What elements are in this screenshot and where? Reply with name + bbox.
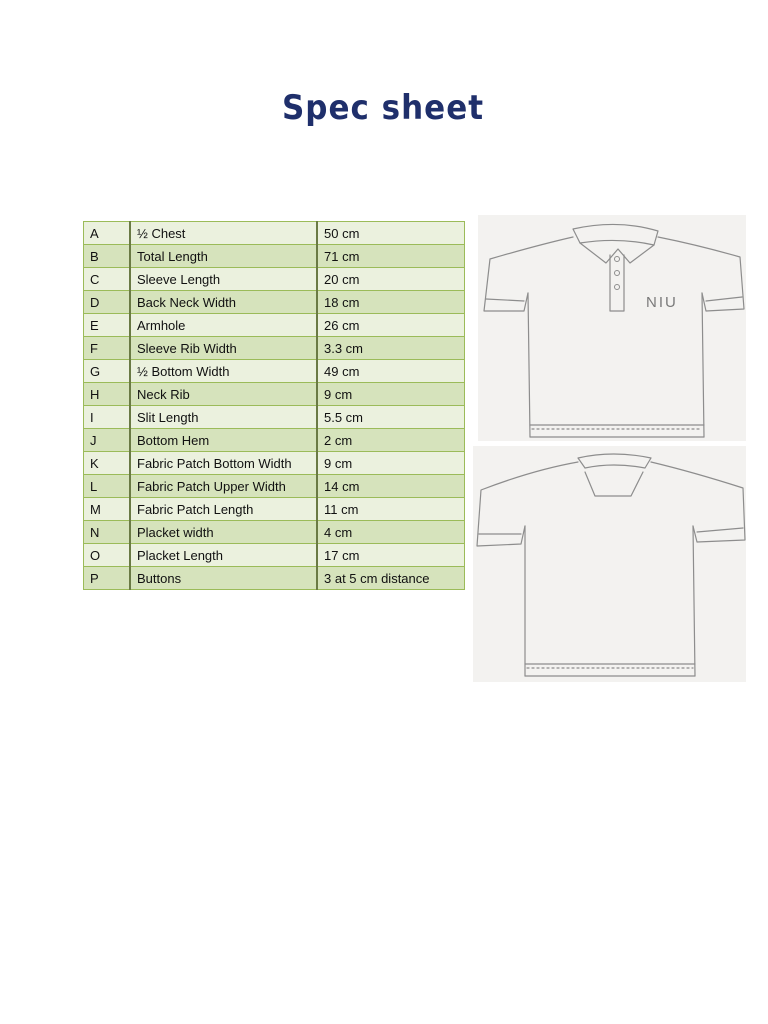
spec-value: 14 cm	[317, 475, 465, 498]
chest-logo-text: NIU	[646, 294, 678, 311]
spec-row	[84, 222, 465, 245]
spec-row	[84, 360, 465, 383]
page-title: Spec sheet	[281, 88, 485, 128]
spec-value: 2 cm	[317, 429, 465, 452]
shirt-back-sketch	[473, 446, 746, 682]
spec-measurement: Armhole	[130, 314, 317, 337]
spec-measurement: ½ Chest	[130, 222, 317, 245]
spec-measurement: Sleeve Length	[130, 268, 317, 291]
spec-value: 3.3 cm	[317, 337, 465, 360]
spec-value: 5.5 cm	[317, 406, 465, 429]
spec-code: D	[84, 291, 131, 314]
spec-measurement: Fabric Patch Length	[130, 498, 317, 521]
spec-code: C	[84, 268, 131, 291]
spec-row	[84, 429, 465, 452]
spec-measurement: ½ Bottom Width	[130, 360, 317, 383]
spec-measurement: Placket Length	[130, 544, 317, 567]
spec-code: N	[84, 521, 131, 544]
spec-measurement: Slit Length	[130, 406, 317, 429]
spec-code: I	[84, 406, 131, 429]
spec-row	[84, 291, 465, 314]
spec-value: 9 cm	[317, 383, 465, 406]
spec-row	[84, 544, 465, 567]
spec-value: 50 cm	[317, 222, 465, 245]
spec-value: 11 cm	[317, 498, 465, 521]
spec-value: 49 cm	[317, 360, 465, 383]
spec-code: L	[84, 475, 131, 498]
spec-code: F	[84, 337, 131, 360]
spec-measurement: Placket width	[130, 521, 317, 544]
spec-table	[83, 221, 465, 590]
spec-measurement: Total Length	[130, 245, 317, 268]
spec-value: 26 cm	[317, 314, 465, 337]
spec-code: B	[84, 245, 131, 268]
spec-row	[84, 245, 465, 268]
spec-measurement: Neck Rib	[130, 383, 317, 406]
spec-value: 17 cm	[317, 544, 465, 567]
spec-row	[84, 383, 465, 406]
spec-code: H	[84, 383, 131, 406]
shirt-front-sketch	[478, 215, 746, 441]
spec-row	[84, 268, 465, 291]
spec-value: 3 at 5 cm distance	[317, 567, 465, 590]
spec-measurement: Buttons	[130, 567, 317, 590]
spec-code: J	[84, 429, 131, 452]
spec-measurement: Back Neck Width	[130, 291, 317, 314]
spec-row	[84, 452, 465, 475]
spec-row	[84, 567, 465, 590]
spec-measurement: Fabric Patch Bottom Width	[130, 452, 317, 475]
spec-measurement: Sleeve Rib Width	[130, 337, 317, 360]
spec-value: 18 cm	[317, 291, 465, 314]
spec-value: 9 cm	[317, 452, 465, 475]
spec-code: O	[84, 544, 131, 567]
spec-row	[84, 521, 465, 544]
spec-value: 4 cm	[317, 521, 465, 544]
spec-code: E	[84, 314, 131, 337]
spec-code: G	[84, 360, 131, 383]
spec-code: A	[84, 222, 131, 245]
spec-row	[84, 406, 465, 429]
spec-row	[84, 314, 465, 337]
spec-row	[84, 475, 465, 498]
spec-code: M	[84, 498, 131, 521]
spec-code: P	[84, 567, 131, 590]
spec-measurement: Fabric Patch Upper Width	[130, 475, 317, 498]
spec-value: 20 cm	[317, 268, 465, 291]
spec-row	[84, 498, 465, 521]
spec-code: K	[84, 452, 131, 475]
spec-measurement: Bottom Hem	[130, 429, 317, 452]
spec-row	[84, 337, 465, 360]
spec-value: 71 cm	[317, 245, 465, 268]
